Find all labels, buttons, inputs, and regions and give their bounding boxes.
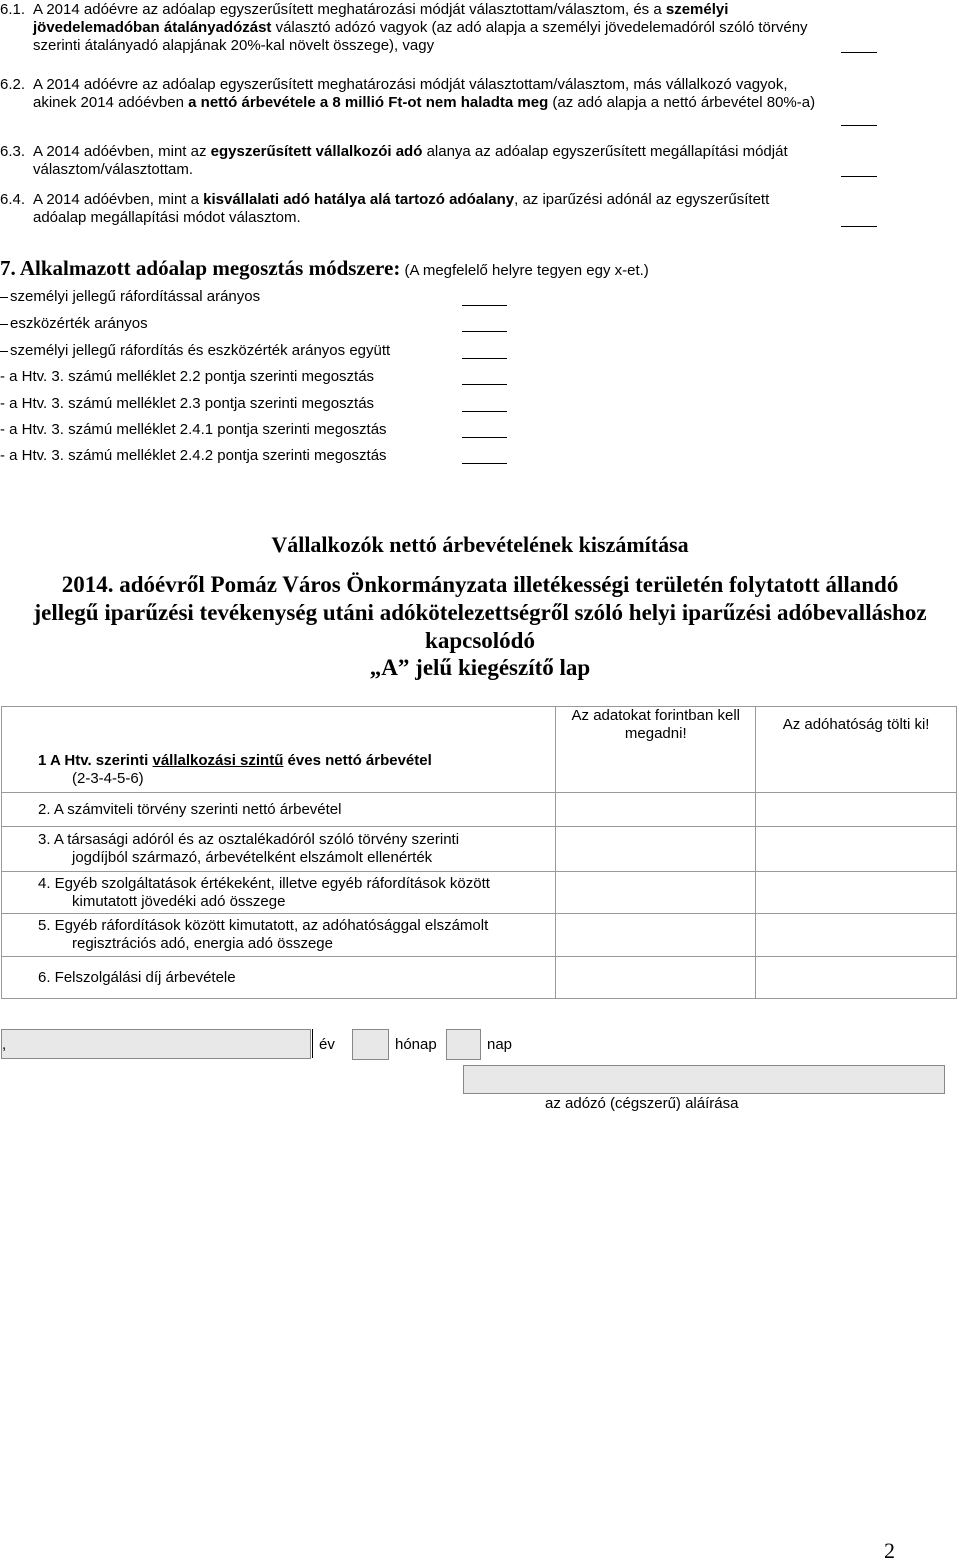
signature-label: az adózó (cégszerű) aláírása — [545, 1095, 739, 1112]
text-line: regisztrációs adó, energia adó összege — [72, 935, 333, 952]
text-bold: személyi — [665, 1, 729, 18]
header-text: Az adatokat forintban kell megadni! — [571, 707, 740, 742]
option-label: - a Htv. 3. számú melléklet 2.2 pontja szerinti megosztás — [0, 368, 375, 385]
option-blank[interactable] — [462, 358, 507, 359]
text-line: 3. A társasági adóról és az osztalékadóról szóló törvény szerinti — [38, 831, 460, 848]
checkbox-blank[interactable] — [841, 226, 877, 227]
day-input[interactable] — [446, 1029, 481, 1060]
option-label: személyi jellegű ráfordítással arányos — [10, 288, 261, 305]
table-row — [2, 707, 957, 793]
text-line: A 2014 adóévben, mint az — [33, 143, 207, 160]
month-input[interactable] — [352, 1029, 389, 1060]
option-item — [0, 342, 390, 359]
authority-cell — [756, 914, 957, 957]
form-subtitle: jellegű iparűzési tevékenység utáni adókötelezettségről szóló helyi iparűzési adóbevalláshoz — [33, 600, 927, 625]
text-line: jogdíjból származó, árbevételként elszámolt ellenérték — [72, 849, 433, 866]
signature-field[interactable] — [463, 1065, 945, 1094]
row-label-cell — [2, 827, 556, 872]
text-bold: a nettó árbevétele a 8 millió Ft-ot nem haladta meg — [188, 94, 549, 111]
option-blank[interactable] — [462, 305, 507, 306]
form-subtitle: 2014. adóévről Pomáz Város Önkormányzata illetékességi területén folytatott állandó — [61, 572, 899, 597]
dash-mark — [0, 297, 8, 298]
text-line: alanya az adóalap egyszerűsített megállapítási módját — [426, 143, 788, 160]
text-line: , az iparűzési adónál az egyszerűsített — [514, 191, 770, 208]
value-cell[interactable] — [556, 914, 756, 957]
row-label — [2, 831, 555, 867]
text-line: 4. Egyéb szolgáltatások értékeként, illetve egyéb ráfordítások között — [38, 874, 490, 892]
revenue-table — [1, 706, 957, 999]
text-line: választó adózó vagyok (az adó alapja a személyi jövedelemadóról szóló törvény — [275, 19, 808, 36]
row-label — [2, 875, 555, 911]
option-item — [0, 315, 148, 332]
section-number: 6.3. — [0, 143, 26, 160]
text-bold: jövedelemadóban átalányadózást — [33, 19, 272, 36]
checkbox-blank[interactable] — [841, 52, 877, 53]
heading: 7. Alkalmazott adóalap megosztás módszere: — [0, 256, 401, 280]
text-bold: egyszerűsített vállalkozói adó — [210, 143, 423, 160]
heading-note: (A megfelelő helyre tegyen egy x-et.) — [404, 262, 649, 279]
checkbox-blank[interactable] — [841, 176, 877, 177]
section-7-heading — [0, 256, 649, 281]
row-label-cell — [2, 957, 556, 999]
option-item — [0, 421, 387, 438]
text-line: A 2014 adóévre az adóalap egyszerűsített meghatározási módját választottam/választom, és a — [33, 1, 662, 18]
divider — [312, 1029, 313, 1058]
text-line: adóalap megállapítási módot választom. — [33, 209, 301, 226]
year-label: év — [319, 1036, 335, 1053]
option-item — [0, 395, 374, 412]
value-cell[interactable] — [556, 872, 756, 914]
option-blank[interactable] — [462, 437, 507, 438]
row-label-cell — [2, 914, 556, 957]
text-line: A 2014 adóévben, mint a — [33, 191, 199, 208]
header-cell — [756, 707, 957, 793]
value-cell[interactable] — [556, 793, 756, 827]
month-label: hónap — [395, 1036, 437, 1053]
row-label-cell — [2, 872, 556, 914]
day-label: nap — [487, 1036, 513, 1053]
text-line: (2-3-4-5-6) — [72, 770, 144, 787]
authority-cell — [756, 957, 957, 999]
option-label: - a Htv. 3. számú melléklet 2.4.1 pontja szerinti megosztás — [0, 421, 387, 438]
text-bold-underline: vállalkozási szintű — [152, 752, 284, 769]
row-label: 6. Felszolgálási díj árbevétele — [38, 968, 236, 986]
dash-mark — [0, 351, 8, 352]
row-label-cell — [2, 707, 556, 793]
row-label-cell — [2, 793, 556, 827]
option-label: - a Htv. 3. számú melléklet 2.4.2 pontja szerinti megosztás — [0, 447, 387, 464]
text-bold: 1 A Htv. szerinti — [38, 752, 149, 769]
form-subtitle: „A” jelű kiegészítő lap — [369, 655, 591, 680]
option-label: - a Htv. 3. számú melléklet 2.3 pontja szerinti megosztás — [0, 395, 375, 412]
text-line: A 2014 adóévre az adóalap egyszerűsített meghatározási módját választottam/választom, más vállalkozó vagyok, — [33, 76, 788, 93]
option-blank[interactable] — [462, 384, 507, 385]
text-line: akinek 2014 adóévben — [33, 94, 184, 111]
row-label — [2, 752, 555, 788]
option-label: személyi jellegű ráfordítás és eszközérték arányos együtt — [10, 342, 391, 359]
section-text — [33, 143, 877, 179]
option-label: eszközérték arányos — [10, 315, 148, 332]
table-row — [2, 793, 957, 827]
table-row — [2, 957, 957, 999]
section-text — [33, 191, 877, 227]
checkbox-blank[interactable] — [841, 125, 877, 126]
option-item — [0, 447, 387, 464]
option-blank[interactable] — [462, 463, 507, 464]
row-label — [2, 917, 555, 953]
table-row — [2, 827, 957, 872]
value-cell[interactable] — [556, 957, 756, 999]
text-line: kimutatott jövedéki adó összege — [72, 892, 286, 910]
dash-mark — [0, 324, 8, 325]
row-label: 2. A számviteli törvény szerinti nettó árbevétel — [38, 800, 342, 818]
text-line: választom/választottam. — [33, 161, 194, 178]
text-bold: kisvállalati adó hatálya alá tartozó adóalany — [203, 191, 515, 208]
form-title: Vállalkozók nettó árbevételének kiszámítása — [271, 532, 689, 557]
section-number: 6.1. — [0, 1, 26, 18]
table-row — [2, 872, 957, 914]
text-bold: éves nettó árbevétel — [287, 752, 432, 769]
table-row — [2, 914, 957, 957]
comma-text: , — [2, 1036, 7, 1053]
header-text: Az adóhatóság tölti ki! — [782, 716, 930, 733]
option-blank[interactable] — [462, 411, 507, 412]
text-line: szerinti átalányadó alapjának 20%-kal növelt összege), vagy — [33, 37, 435, 54]
option-item — [0, 288, 260, 305]
text-line: (az adó alapja a nettó árbevétel 80%-a) — [552, 94, 816, 111]
text-line: 5. Egyéb ráfordítások között kimutatott, az adóhatósággal elszámolt — [38, 917, 489, 934]
authority-cell — [756, 793, 957, 827]
section-number: 6.4. — [0, 191, 26, 208]
place-input[interactable] — [1, 1029, 311, 1059]
authority-cell — [756, 872, 957, 914]
header-cell — [556, 707, 756, 793]
section-number: 6.2. — [0, 76, 26, 93]
option-item — [0, 368, 374, 385]
value-cell[interactable] — [556, 827, 756, 872]
page-number: 2 — [884, 1538, 895, 1563]
option-blank[interactable] — [462, 331, 507, 332]
form-subtitle: kapcsolódó — [425, 628, 535, 653]
section-text — [33, 76, 877, 112]
section-text — [33, 1, 877, 55]
authority-cell — [756, 827, 957, 872]
